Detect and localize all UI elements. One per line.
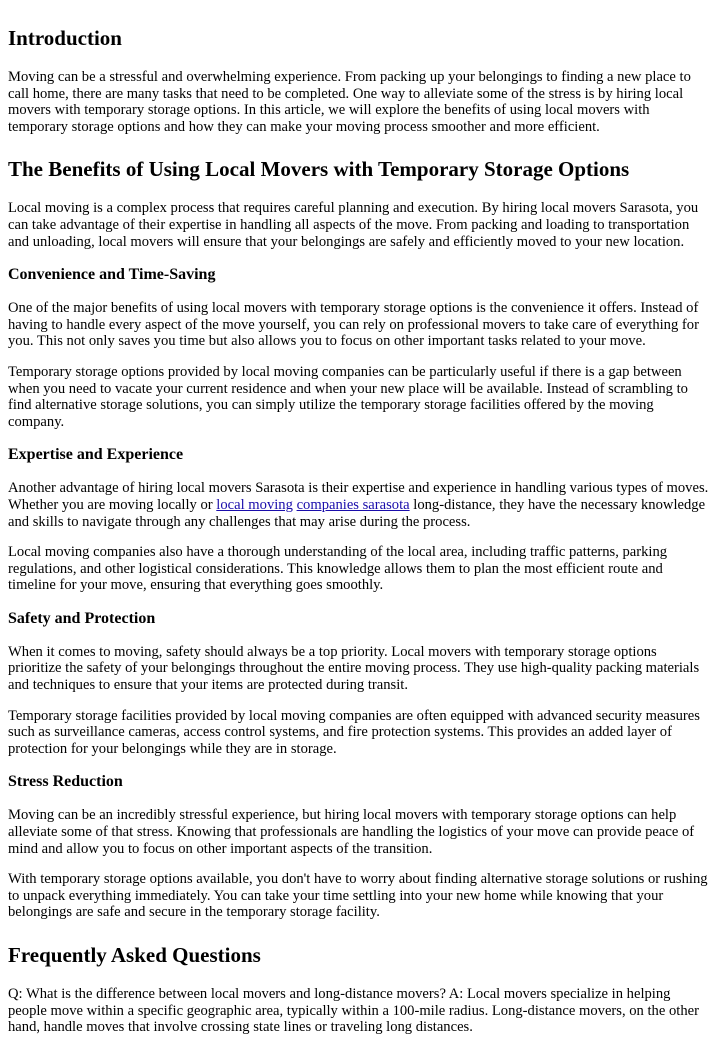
stress-reduction-paragraph-2: With temporary storage options available, you don't have to worry about finding alternative storage solutions or rushing to unpack everything immediately. You can take your time settling into your new home while knowing that your belongings are safe and secure in the temporary storage facility. — [8, 871, 708, 921]
convenience-heading: Convenience and Time-Saving — [8, 266, 216, 284]
safety-paragraph-2: Temporary storage facilities provided by local moving companies are often equipped with advanced security measures such as surveillance cameras, access control systems, and fire protection systems. This provides an added layer of protection for your belongings while they are in storage. — [8, 707, 700, 757]
faq-paragraph-1: Q: What is the difference between local movers and long-distance movers? A: Local movers specialize in helping people move within a specific geographic area, typically within a 100-mile radius. Long-distance movers, on the other hand, handle moves that involve crossing state lines or traveling long distances. — [8, 986, 699, 1036]
expertise-paragraph-2: Local moving companies also have a thorough understanding of the local area, including traffic patterns, parking regulations, and other logistical considerations. This knowledge allows them to plan the most efficient route and timeline for your move, ensuring that everything goes smoothly. — [8, 544, 668, 594]
expertise-heading: Expertise and Experience — [8, 446, 184, 464]
stress-reduction-heading: Stress Reduction — [8, 773, 123, 791]
companies-sarasota-link[interactable]: companies sarasota — [296, 496, 410, 513]
convenience-paragraph-2: Temporary storage options provided by local moving companies can be particularly useful if there is a gap between when you need to vacate your current residence and when your new place will be available. Instead of scrambling to find alternative storage solutions, you can simply utilize the temporary storage facilities offered by the moving company. — [8, 363, 688, 430]
safety-heading: Safety and Protection — [8, 609, 156, 627]
introduction-paragraph: Moving can be a stressful and overwhelming experience. From packing up your belongings to finding a new place to call home, there are many tasks that need to be completed. One way to alleviate some of the stress is by hiring local movers with temporary storage options. In this article, we will explore the benefits of using local movers with temporary storage options and how they can make your moving process smoother and more efficient. — [8, 69, 691, 135]
expertise-paragraph-1 — [8, 480, 712, 530]
local-moving-link[interactable]: local moving — [216, 496, 293, 513]
expertise-text-before-link: Another advantage of hiring local movers Sarasota is their expertise and experience in handling various types of moves. Whether you are moving locally or — [8, 480, 709, 513]
safety-paragraph-1: When it comes to moving, safety should always be a top priority. Local movers with temporary storage options prioritize the safety of your belongings throughout the entire moving process. They use high-quality packing materials and techniques to ensure that your items are protected during transit. — [8, 643, 700, 694]
stress-reduction-paragraph-1: Moving can be an incredibly stressful experience, but hiring local movers with temporary storage options can help alleviate some of that stress. Knowing that professionals are handling the logistics of your move can provide peace of mind and allow you to focus on other important aspects of the transition. — [8, 807, 695, 857]
article — [0, 25, 720, 1043]
benefits-paragraph: Local moving is a complex process that requires careful planning and execution. By hiring local movers Sarasota, you can take advantage of their expertise in handling all aspects of the move. From packing and loading to transportation and unloading, local movers will ensure that your belongings are safely and efficiently moved to your new location. — [8, 200, 699, 250]
convenience-paragraph-1: One of the major benefits of using local movers with temporary storage options is the convenience it offers. Instead of having to handle every aspect of the move yourself, you can rely on professional movers to take care of everything for you. This not only saves you time but also allows you to focus on other important tasks related to your move. — [8, 300, 699, 350]
benefits-heading: The Benefits of Using Local Movers with Temporary Storage Options — [8, 157, 630, 182]
expertise-text-after-link: long-distance, they have the necessary knowledge and skills to navigate through any challenges that may arise during the process. — [8, 496, 706, 530]
faq-heading: Frequently Asked Questions — [8, 943, 261, 967]
introduction-heading: Introduction — [8, 26, 122, 50]
